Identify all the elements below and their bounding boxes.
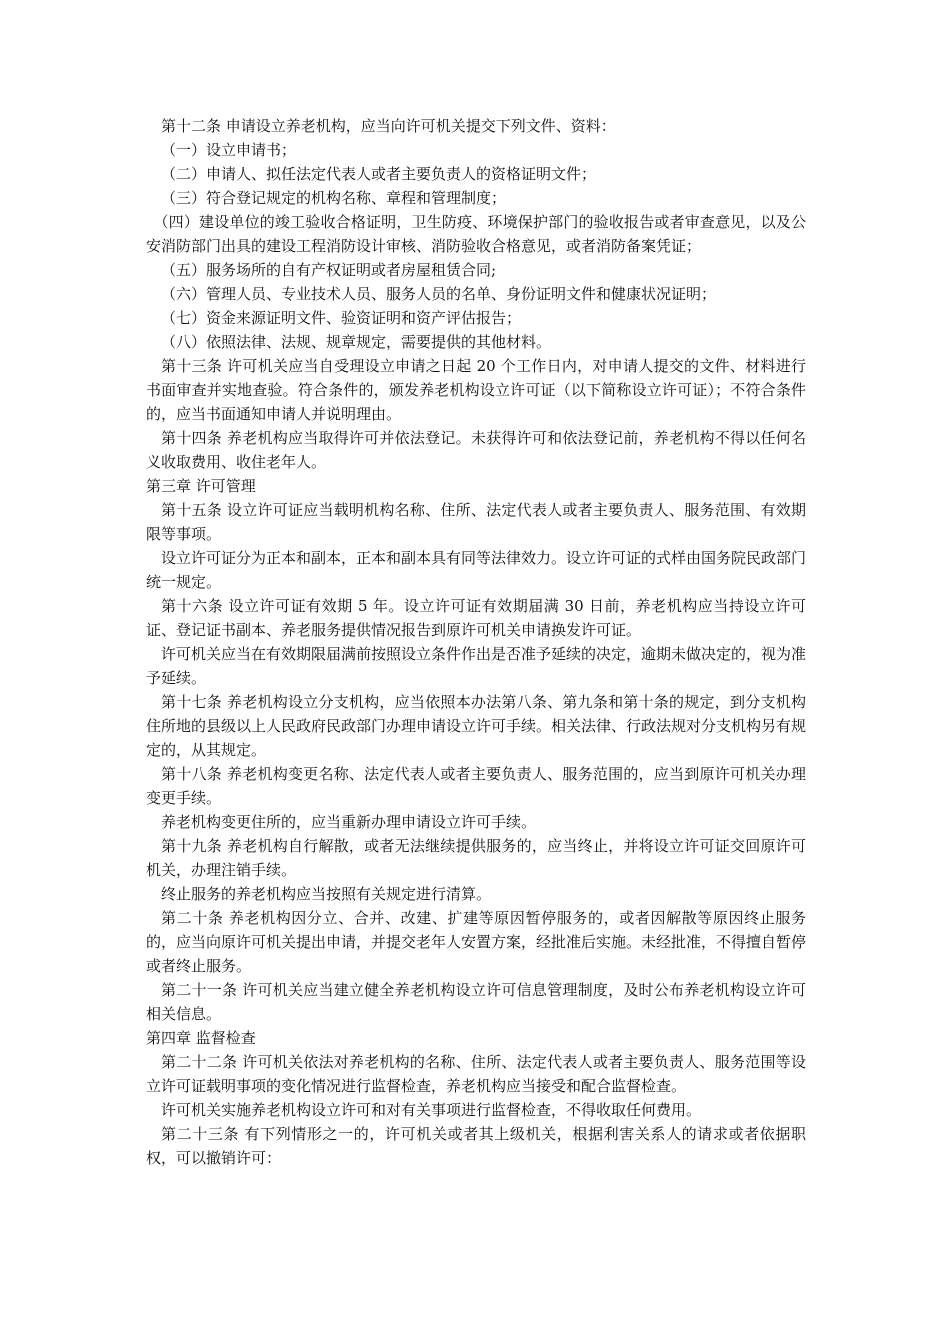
chapter-heading: 第四章 监督检查 xyxy=(146,1029,256,1047)
paragraph: 许可机关实施养老机构设立许可和对有关事项进行监督检查，不得收取任何费用。 xyxy=(161,1101,702,1119)
list-item: （三）符合登记规定的机构名称、章程和管理制度； xyxy=(161,189,507,207)
list-item: （七）资金来源证明文件、验资证明和资产评估报告； xyxy=(161,309,522,327)
paragraph-article-19: 第十九条 养老机构自行解散，或者无法继续提供服务的，应当终止，并将设立许可证交回原许可机关，办理注销手续。 xyxy=(146,837,806,879)
list-item: （五）服务场所的自有产权证明或者房屋租赁合同; xyxy=(161,261,497,279)
paragraph-article-22: 第二十二条 许可机关依法对养老机构的名称、住所、法定代表人或者主要负责人、服务范围等设立许可证载明事项的变化情况进行监督检查，养老机构应当接受和配合监督检查。 xyxy=(146,1053,806,1095)
paragraph-article-12: 第十二条 申请设立养老机构，应当向许可机关提交下列文件、资料： xyxy=(161,117,616,135)
list-item: （八）依照法律、法规、规章规定，需要提供的其他材料。 xyxy=(161,333,552,351)
paragraph-article-16: 第十六条 设立许可证有效期 5 年。设立许可证有效期届满 30 日前，养老机构应当持设立许可证、登记证书副本、养老服务提供情况报告到原许可机关申请换发许可证。 xyxy=(146,597,806,639)
paragraph-article-13: 第十三条 许可机关应当自受理设立申请之日起 20 个工作日内，对申请人提交的文件、材料进行书面审查并实地查验。符合条件的，颁发养老机构设立许可证（以下简称设立许可证）；不符合条件的，应当书面通知申请人并说明理由。 xyxy=(146,357,806,423)
paragraph: 许可机关应当在有效期限届满前按照设立条件作出是否准予延续的决定，逾期未做决定的，视为准予延续。 xyxy=(146,645,807,687)
paragraph-article-15: 第十五条 设立许可证应当载明机构名称、住所、法定代表人或者主要负责人、服务范围、有效期限等事项。 xyxy=(146,501,806,543)
list-item: （二）申请人、拟任法定代表人或者主要负责人的资格证明文件； xyxy=(161,165,597,183)
paragraph-article-18: 第十八条 养老机构变更名称、法定代表人或者主要负责人、服务范围的，应当到原许可机关办理变更手续。 xyxy=(146,765,806,807)
paragraph-article-20: 第二十条 养老机构因分立、合并、改建、扩建等原因暂停服务的，或者因解散等原因终止服务的，应当向原许可机关提出申请，并提交老年人安置方案，经批准后实施。未经批准，不得擅自暂停或者终止服务。 xyxy=(146,909,807,975)
list-item: （四）建设单位的竣工验收合格证明，卫生防疫、环境保护部门的验收报告或者审查意见，以及公安消防部门出具的建设工程消防设计审核、消防验收合格意见，或者消防备案凭证； xyxy=(146,213,806,255)
paragraph: 终止服务的养老机构应当按照有关规定进行清算。 xyxy=(161,885,492,903)
chapter-heading: 第三章 许可管理 xyxy=(146,477,256,495)
paragraph: 设立许可证分为正本和副本，正本和副本具有同等法律效力。设立许可证的式样由国务院民政部门统一规定。 xyxy=(146,549,807,591)
paragraph-article-21: 第二十一条 许可机关应当建立健全养老机构设立许可信息管理制度，及时公布养老机构设立许可相关信息。 xyxy=(146,981,806,1023)
list-item: （一）设立申请书； xyxy=(161,141,297,159)
list-item: （六）管理人员、专业技术人员、服务人员的名单、身份证明文件和健康状况证明； xyxy=(161,285,717,303)
paragraph: 养老机构变更住所的，应当重新办理申请设立许可手续。 xyxy=(161,813,537,831)
paragraph-article-17: 第十七条 养老机构设立分支机构，应当依照本办法第八条、第九条和第十条的规定，到分支机构住所地的县级以上人民政府民政部门办理申请设立许可手续。相关法律、行政法规对分支机构另有规定的，从其规定。 xyxy=(146,693,807,759)
paragraph-article-14: 第十四条 养老机构应当取得许可并依法登记。未获得许可和依法登记前，养老机构不得以任何名义收取费用、收住老年人。 xyxy=(146,429,806,471)
document-page xyxy=(146,114,806,1170)
paragraph-article-23: 第二十三条 有下列情形之一的，许可机关或者其上级机关，根据利害关系人的请求或者依据职权，可以撤销许可： xyxy=(146,1125,806,1167)
